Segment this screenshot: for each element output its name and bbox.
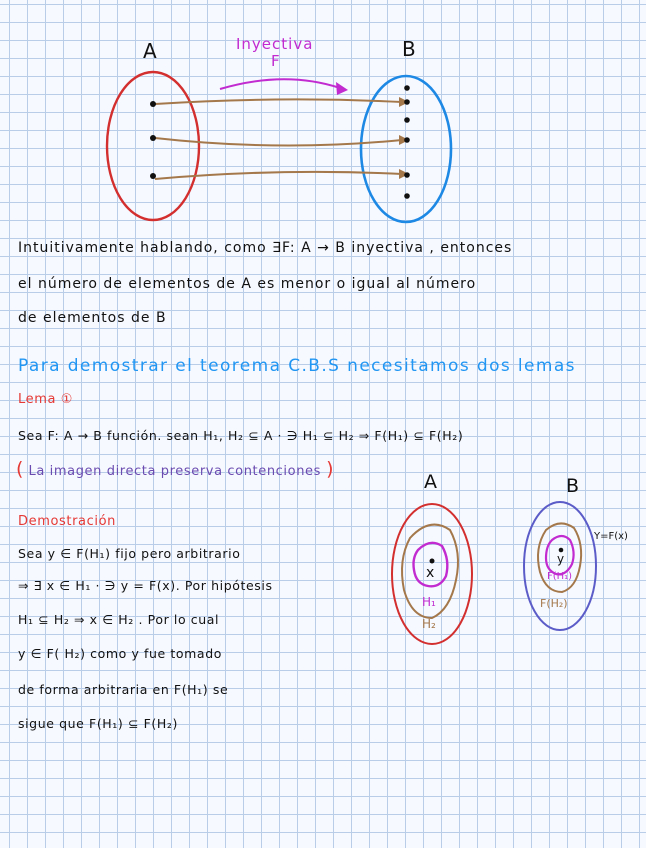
function-arrow-head <box>336 82 348 95</box>
set-b-ellipse <box>361 76 451 222</box>
set-a-label-2: A <box>424 471 437 493</box>
element-dot <box>150 173 156 179</box>
x-point <box>430 559 435 564</box>
function-arrow <box>220 79 340 89</box>
mapping-arrow-1 <box>155 99 402 104</box>
fh2-label: F(H₂) <box>540 597 568 610</box>
element-dot <box>150 101 156 107</box>
close-paren: ) <box>326 458 334 480</box>
element-dot <box>404 99 410 105</box>
set-a-ellipse <box>107 72 199 220</box>
proof-line-3: H₁ ⊆ H₂ ⇒ x ∈ H₂ . Por lo cual <box>18 612 220 627</box>
element-dot <box>404 172 410 178</box>
containment-diagram <box>380 460 642 660</box>
set-b-ellipse-2 <box>524 502 596 630</box>
set-b-label: B <box>402 37 416 61</box>
set-a-label: A <box>143 39 157 63</box>
element-dot <box>404 193 410 199</box>
set-b-label-2: B <box>566 475 580 497</box>
paragraph-line-2: el número de elementos de A es menor o igual al número <box>18 276 477 292</box>
h2-label: H₂ <box>422 617 436 631</box>
lema-note <box>16 458 334 480</box>
element-dot <box>404 117 410 123</box>
paragraph-line-3: de elementos de B <box>18 310 167 326</box>
element-dot <box>150 135 156 141</box>
lema-note-text: La imagen directa preserva contenciones <box>28 464 321 479</box>
proof-line-5: de forma arbitraria en F(H₁) se <box>18 682 229 697</box>
y-label: y <box>557 552 565 566</box>
proof-line-6: sigue que F(H₁) ⊆ F(H₂) <box>18 716 178 731</box>
arrow-label-injective: Inyectiva <box>236 35 314 53</box>
h1-label: H₁ <box>422 595 436 609</box>
injective-diagram <box>0 0 646 240</box>
section-heading: Para demostrar el teorema C.B.S necesitamos dos lemas <box>18 356 576 376</box>
lema-title: Lema ① <box>18 392 74 407</box>
open-paren: ( <box>16 458 24 480</box>
element-dot <box>404 85 410 91</box>
paragraph-line-1: Intuitivamente hablando, como ∃F: A → B inyectiva , entonces <box>18 240 513 256</box>
proof-line-1: Sea y ∈ F(H₁) fijo pero arbitrario <box>18 546 241 561</box>
proof-line-4: y ∈ F( H₂) como y fue tomado <box>18 646 222 661</box>
arrow-label-f: F <box>271 52 280 70</box>
lema-statement: Sea F: A → B función. sean H₁, H₂ ⊆ A · ∋ H₁ ⊆ H₂ ⇒ F(H₁) ⊆ F(H₂) <box>18 428 464 443</box>
mapping-arrow-2 <box>155 138 402 146</box>
element-dot <box>404 137 410 143</box>
demo-title: Demostración <box>18 514 116 529</box>
x-label: x <box>426 565 435 581</box>
fh1-label: F(H₁) <box>547 571 573 582</box>
proof-line-2: ⇒ ∃ x ∈ H₁ · ∋ y = F(x). Por hipótesis <box>18 578 273 593</box>
y-eq-label: Y=F(x) <box>594 531 628 542</box>
